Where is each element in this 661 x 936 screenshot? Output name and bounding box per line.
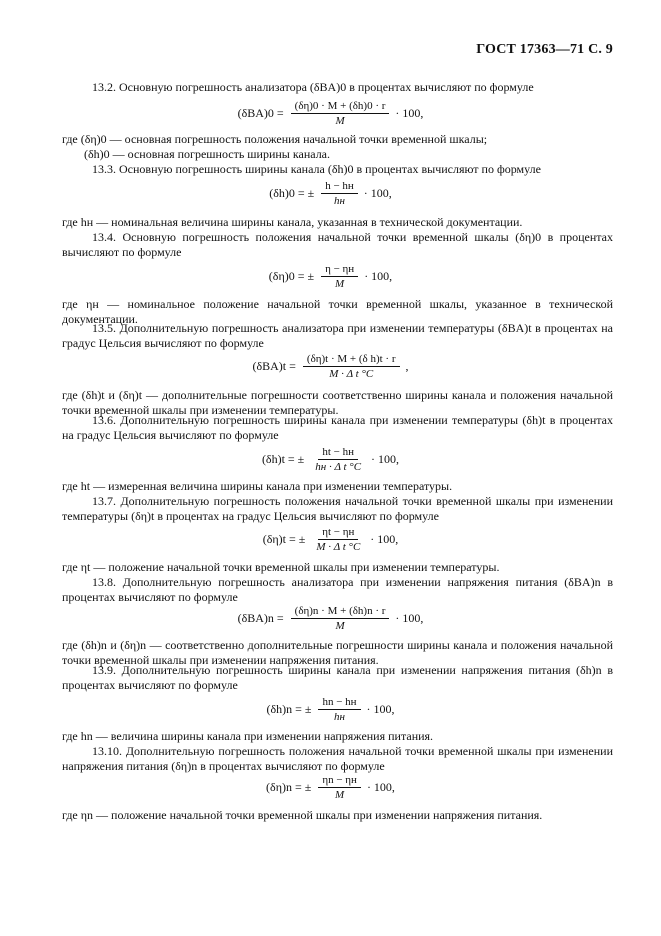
formula-13-4 — [0, 263, 661, 290]
paragraph-13-2: 13.2. Основную погрешность анализатора (δBA)0 в процентах вычисляют по формуле — [92, 80, 534, 94]
formula-numerator: (δη)t · M + (δ h)t · r — [303, 353, 400, 367]
where-13-3: где hн — номинальная величина ширины канала, указанная в технической документации. — [62, 215, 523, 229]
formula-rhs: · 100, — [371, 452, 400, 466]
formula-rhs: · 100, — [366, 702, 395, 716]
formula-rhs: · 100, — [363, 186, 392, 200]
where-13-2-b: (δh)0 — основная погрешность ширины канала. — [84, 147, 331, 161]
formula-rhs: · 100, — [395, 106, 424, 120]
formula-denominator: hн — [334, 195, 345, 207]
formula-fraction — [321, 180, 358, 207]
paragraph-13-3: 13.3. Основную погрешность ширины канала (δh)0 в процентах вычисляют по формуле — [92, 162, 541, 176]
paragraph-13-4: 13.4. Основную погрешность положения начальной точки временной шкалы (δη)0 в процентах вычисляют по формуле — [62, 230, 613, 259]
paragraph-13-6: 13.6. Дополнительную погрешность ширины канала при изменении температуры (δh)t в процентах на градус Цельсия вычисляют по формуле — [62, 413, 613, 442]
formula-13-3 — [0, 180, 661, 207]
formula-13-6 — [0, 446, 661, 473]
formula-denominator: M · Δ t °C — [329, 368, 374, 380]
formula-lhs: (δBA)t = — [252, 359, 296, 373]
formula-numerator: hn − hн — [318, 696, 360, 710]
formula-rhs: , — [405, 359, 409, 373]
where-13-2-a: где (δη)0 — основная погрешность положения начальной точки временной шкалы; — [62, 132, 488, 146]
formula-numerator: ηt − ηн — [318, 526, 358, 540]
formula-13-8 — [0, 605, 661, 632]
formula-numerator: h − hн — [321, 180, 358, 194]
formula-fraction — [303, 353, 400, 380]
formula-rhs: · 100, — [364, 269, 393, 283]
formula-fraction — [291, 605, 390, 632]
formula-13-7 — [0, 526, 661, 553]
where-13-8: где (δh)n и (δη)n — соответственно дополнительные погрешности ширины канала и положения начальной точки временной шкалы при изменении напряжения питания. — [62, 638, 613, 667]
where-13-4: где ηн — номинальное положение начальной точки временной шкалы, указанное в технической документации. — [62, 297, 613, 326]
paragraph-13-10: 13.10. Дополнительную погрешность положения начальной точки временной шкалы при изменении напряжения питания (δη)n в процентах вычисляют по формуле — [62, 744, 613, 773]
formula-lhs: (δBA)0 = — [237, 106, 284, 120]
page-header: ГОСТ 17363—71 С. 9 — [476, 42, 613, 57]
where-13-6: где ht — измеренная величина ширины канала при изменении температуры. — [62, 479, 453, 493]
formula-13-5 — [0, 353, 661, 380]
formula-numerator: (δη)n · M + (δh)n · r — [291, 605, 390, 619]
formula-denominator: M — [335, 278, 345, 290]
formula-denominator: hн · Δ t °C — [315, 461, 362, 473]
formula-denominator: M · Δ t °C — [316, 541, 361, 553]
formula-fraction — [318, 696, 360, 723]
formula-13-10 — [0, 774, 661, 801]
formula-denominator: M — [335, 115, 345, 127]
formula-lhs: (δBA)n = — [237, 611, 284, 625]
formula-fraction — [312, 526, 364, 553]
formula-fraction — [311, 446, 365, 473]
formula-denominator: M — [335, 789, 345, 801]
formula-fraction — [318, 774, 361, 801]
formula-rhs: · 100, — [395, 611, 424, 625]
formula-rhs: · 100, — [366, 780, 395, 794]
formula-fraction — [291, 100, 390, 127]
formula-lhs: (δh)n = ± — [266, 702, 312, 716]
formula-numerator: ηn − ηн — [318, 774, 361, 788]
formula-lhs: (δη)0 = ± — [268, 269, 315, 283]
formula-lhs: (δh)0 = ± — [269, 186, 315, 200]
paragraph-13-8: 13.8. Дополнительную погрешность анализатора при изменении напряжения питания (δBA)n в процентах вычисляют по формуле — [62, 575, 613, 604]
formula-denominator: hн — [334, 711, 345, 723]
formula-lhs: (δη)n = ± — [266, 780, 312, 794]
formula-numerator: ht − hн — [318, 446, 358, 460]
formula-rhs: · 100, — [370, 532, 399, 546]
paragraph-13-5: 13.5. Дополнительную погрешность анализатора при изменении температуры (δBA)t в процентах на градус Цельсия вычисляют по формуле — [62, 321, 613, 350]
where-13-5: где (δh)t и (δη)t — дополнительные погрешности соответственно ширины канала и положения начальной точки временной шкалы при изменении температуры. — [62, 388, 613, 417]
paragraph-13-9: 13.9. Дополнительную погрешность ширины канала при изменении напряжения питания (δh)n в процентах вычисляют по формуле — [62, 663, 613, 692]
formula-lhs: (δη)t = ± — [262, 532, 306, 546]
where-13-10: где ηn — положение начальной точки временной шкалы при изменении напряжения питания. — [62, 808, 543, 822]
formula-lhs: (δh)t = ± — [261, 452, 305, 466]
where-13-7: где ηt — положение начальной точки временной шкалы при изменении температуры. — [62, 560, 500, 574]
formula-13-2 — [0, 100, 661, 127]
formula-denominator: M — [335, 620, 345, 632]
formula-numerator: η − ηн — [321, 263, 358, 277]
formula-numerator: (δη)0 · M + (δh)0 · r — [291, 100, 390, 114]
formula-13-9 — [0, 696, 661, 723]
paragraph-13-7: 13.7. Дополнительную погрешность положения начальной точки временной шкалы при изменении температуры (δη)t в процентах на градус Цельсия вычисляют по формуле — [62, 494, 613, 523]
formula-fraction — [321, 263, 358, 290]
where-13-9: где hn — величина ширины канала при изменении напряжения питания. — [62, 729, 434, 743]
